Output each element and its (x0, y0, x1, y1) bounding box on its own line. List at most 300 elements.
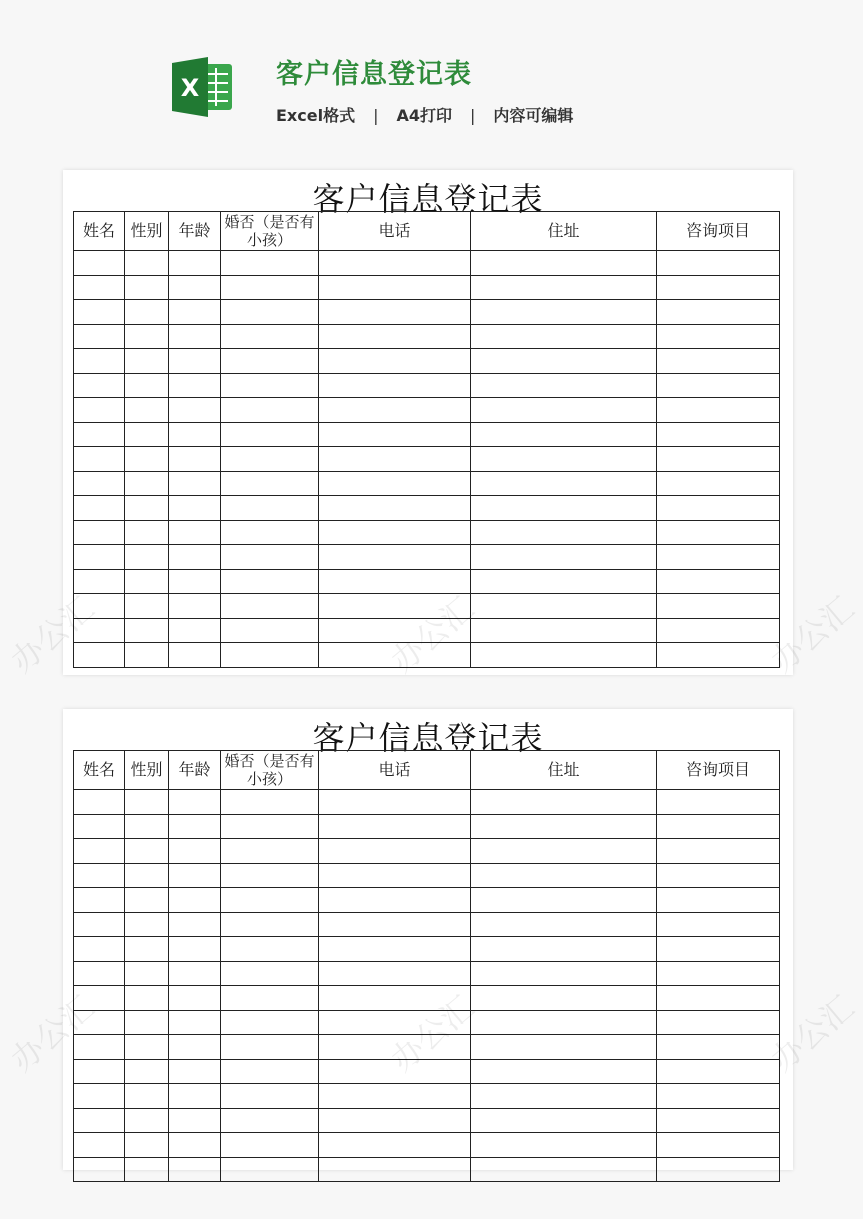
table-cell (319, 888, 471, 913)
table-cell (471, 1010, 657, 1035)
table-cell (74, 349, 125, 374)
table-cell (471, 912, 657, 937)
table-cell (221, 912, 319, 937)
table-cell (125, 790, 169, 815)
table-cell (657, 1084, 780, 1109)
table-cell (221, 1133, 319, 1158)
table-cell (657, 251, 780, 276)
table-cell (319, 373, 471, 398)
table-cell (319, 324, 471, 349)
column-header: 电话 (319, 212, 471, 251)
table-cell (125, 545, 169, 570)
table-cell (169, 863, 221, 888)
watermark: 办公汇 (383, 988, 482, 1079)
column-header: 年龄 (169, 751, 221, 790)
table-cell (221, 1108, 319, 1133)
excel-icon (172, 56, 234, 118)
table-cell (319, 863, 471, 888)
table-cell (125, 814, 169, 839)
table-cell (657, 986, 780, 1011)
table-cell (657, 1133, 780, 1158)
table-cell (319, 986, 471, 1011)
table-row (74, 961, 780, 986)
table-cell (74, 1108, 125, 1133)
table-cell (125, 1035, 169, 1060)
table-cell (657, 643, 780, 668)
table-cell (657, 569, 780, 594)
table-cell (657, 1108, 780, 1133)
table-cell (221, 888, 319, 913)
table-cell (74, 937, 125, 962)
table-cell (125, 912, 169, 937)
table-cell (657, 349, 780, 374)
table-cell (221, 839, 319, 864)
table-cell (125, 422, 169, 447)
table-cell (221, 471, 319, 496)
table-cell (125, 373, 169, 398)
table-cell (74, 422, 125, 447)
table-cell (319, 1157, 471, 1182)
table-cell (319, 1035, 471, 1060)
table-row (74, 1059, 780, 1084)
table-cell (471, 986, 657, 1011)
table-cell (125, 888, 169, 913)
page-title: 客户信息登记表 (276, 59, 472, 90)
table-row (74, 1010, 780, 1035)
table-cell (471, 1084, 657, 1109)
table-row (74, 790, 780, 815)
table-cell (169, 373, 221, 398)
table-header-row (74, 212, 780, 251)
table-cell (657, 447, 780, 472)
table-cell (471, 643, 657, 668)
table-row (74, 1133, 780, 1158)
table-cell (74, 643, 125, 668)
table-cell (319, 471, 471, 496)
table-row (74, 422, 780, 447)
table-row (74, 888, 780, 913)
table-cell (657, 275, 780, 300)
table-row (74, 1157, 780, 1182)
table-cell (74, 1059, 125, 1084)
table-cell (319, 790, 471, 815)
table-cell (74, 496, 125, 521)
print-label: A4打印 (396, 106, 452, 125)
table-cell (319, 814, 471, 839)
table-row (74, 1084, 780, 1109)
table-cell (657, 912, 780, 937)
table-cell (221, 1035, 319, 1060)
column-header: 电话 (319, 751, 471, 790)
page-header (0, 0, 860, 150)
table-cell (221, 496, 319, 521)
separator: | (470, 106, 476, 125)
table-cell (169, 471, 221, 496)
watermark: 办公汇 (3, 589, 102, 680)
table-cell (221, 349, 319, 374)
column-header: 咨询项目 (657, 212, 780, 251)
table-row (74, 618, 780, 643)
table-cell (319, 594, 471, 619)
table-cell (74, 1133, 125, 1158)
table-cell (471, 1035, 657, 1060)
table-cell (471, 937, 657, 962)
svg-text:X: X (180, 74, 200, 102)
table-row (74, 373, 780, 398)
table-cell (319, 349, 471, 374)
table-cell (74, 398, 125, 423)
table-cell (125, 594, 169, 619)
table-cell (125, 447, 169, 472)
column-header: 婚否（是否有小孩） (221, 212, 319, 251)
table-cell (221, 814, 319, 839)
table-cell (169, 1108, 221, 1133)
table-cell (169, 937, 221, 962)
table-cell (319, 275, 471, 300)
table-row (74, 594, 780, 619)
table-cell (74, 447, 125, 472)
page-subtitle (276, 103, 573, 126)
edit-label: 内容可编辑 (493, 106, 574, 125)
table-header-row (74, 751, 780, 790)
table-cell (221, 986, 319, 1011)
table-row (74, 937, 780, 962)
table-cell (471, 422, 657, 447)
table-cell (471, 251, 657, 276)
table-row (74, 300, 780, 325)
table-cell (125, 937, 169, 962)
column-header: 咨询项目 (657, 751, 780, 790)
table-row (74, 349, 780, 374)
table-cell (221, 790, 319, 815)
table-cell (169, 422, 221, 447)
table-row (74, 1108, 780, 1133)
sheet-preview-2 (3, 709, 862, 1170)
table-cell (657, 422, 780, 447)
table-row (74, 1035, 780, 1060)
table-row (74, 324, 780, 349)
table-cell (169, 839, 221, 864)
table-cell (221, 373, 319, 398)
table-row (74, 251, 780, 276)
table-cell (657, 863, 780, 888)
table-cell (169, 986, 221, 1011)
table-cell (221, 300, 319, 325)
table-cell (74, 912, 125, 937)
table-cell (74, 863, 125, 888)
table-cell (471, 1059, 657, 1084)
table-cell (471, 471, 657, 496)
watermark: 办公汇 (3, 988, 102, 1079)
format-label: Excel格式 (276, 106, 356, 125)
column-header: 年龄 (169, 212, 221, 251)
watermark: 办公汇 (383, 589, 482, 680)
table-row (74, 545, 780, 570)
table-cell (125, 839, 169, 864)
sheet-title: 客户信息登记表 (312, 180, 544, 218)
table-cell (169, 1157, 221, 1182)
table-cell (657, 839, 780, 864)
table-cell (74, 618, 125, 643)
column-header: 姓名 (74, 751, 125, 790)
table-row (74, 471, 780, 496)
table-cell (169, 569, 221, 594)
table-cell (74, 1010, 125, 1035)
table-row (74, 839, 780, 864)
table-cell (221, 251, 319, 276)
table-cell (74, 373, 125, 398)
table-cell (125, 349, 169, 374)
table-cell (319, 643, 471, 668)
table-cell (657, 961, 780, 986)
table-cell (657, 324, 780, 349)
table-cell (319, 912, 471, 937)
table-row (74, 569, 780, 594)
table-cell (169, 594, 221, 619)
table-cell (74, 471, 125, 496)
table-cell (74, 1035, 125, 1060)
table-cell (319, 496, 471, 521)
table-cell (74, 814, 125, 839)
watermark: 办公汇 (763, 988, 862, 1079)
registration-table (73, 211, 780, 668)
table-cell (657, 790, 780, 815)
table-cell (657, 300, 780, 325)
table-cell (74, 888, 125, 913)
table-cell (221, 398, 319, 423)
table-cell (657, 618, 780, 643)
table-cell (125, 569, 169, 594)
table-cell (125, 496, 169, 521)
table-cell (221, 961, 319, 986)
table-cell (221, 1157, 319, 1182)
table-cell (125, 471, 169, 496)
table-cell (657, 520, 780, 545)
table-cell (74, 790, 125, 815)
table-cell (74, 251, 125, 276)
table-cell (471, 618, 657, 643)
table-cell (319, 300, 471, 325)
table-cell (221, 569, 319, 594)
table-row (74, 643, 780, 668)
table-cell (169, 961, 221, 986)
table-cell (471, 888, 657, 913)
column-header: 性别 (125, 212, 169, 251)
table-cell (74, 324, 125, 349)
table-cell (125, 398, 169, 423)
table-cell (125, 863, 169, 888)
table-row (74, 863, 780, 888)
table-cell (169, 814, 221, 839)
table-cell (169, 1084, 221, 1109)
table-cell (125, 643, 169, 668)
table-cell (657, 373, 780, 398)
table-cell (471, 863, 657, 888)
sheet-title: 客户信息登记表 (312, 719, 544, 757)
table-cell (169, 447, 221, 472)
table-cell (125, 275, 169, 300)
table-row (74, 398, 780, 423)
column-header: 住址 (471, 212, 657, 251)
table-cell (657, 1010, 780, 1035)
table-cell (657, 1035, 780, 1060)
table-cell (319, 545, 471, 570)
table-cell (657, 1059, 780, 1084)
column-header: 姓名 (74, 212, 125, 251)
column-header: 婚否（是否有小孩） (221, 751, 319, 790)
table-cell (319, 961, 471, 986)
table-cell (471, 520, 657, 545)
table-cell (471, 398, 657, 423)
table-cell (125, 1010, 169, 1035)
table-cell (471, 275, 657, 300)
separator: | (373, 106, 379, 125)
table-cell (471, 790, 657, 815)
table-cell (74, 520, 125, 545)
table-cell (169, 545, 221, 570)
table-row (74, 814, 780, 839)
table-cell (169, 618, 221, 643)
table-cell (221, 594, 319, 619)
table-cell (221, 520, 319, 545)
table-cell (471, 1157, 657, 1182)
table-cell (169, 1059, 221, 1084)
table-cell (74, 275, 125, 300)
table-cell (657, 814, 780, 839)
table-cell (74, 1084, 125, 1109)
table-cell (221, 1010, 319, 1035)
table-cell (74, 1157, 125, 1182)
table-cell (657, 496, 780, 521)
table-cell (169, 496, 221, 521)
table-cell (125, 1133, 169, 1158)
table-cell (471, 373, 657, 398)
table-cell (125, 1157, 169, 1182)
table-cell (657, 1157, 780, 1182)
table-cell (125, 986, 169, 1011)
table-cell (319, 839, 471, 864)
table-cell (221, 937, 319, 962)
table-cell (125, 1059, 169, 1084)
table-cell (169, 251, 221, 276)
table-cell (657, 594, 780, 619)
table-cell (319, 1010, 471, 1035)
table-cell (74, 545, 125, 570)
table-cell (319, 1108, 471, 1133)
table-row (74, 520, 780, 545)
table-cell (221, 863, 319, 888)
column-header: 性别 (125, 751, 169, 790)
table-cell (471, 961, 657, 986)
table-cell (221, 1059, 319, 1084)
table-cell (657, 888, 780, 913)
sheet-preview-1 (3, 170, 862, 680)
table-cell (125, 1108, 169, 1133)
table-cell (125, 300, 169, 325)
table-cell (319, 422, 471, 447)
table-cell (319, 937, 471, 962)
table-cell (657, 471, 780, 496)
watermark: 办公汇 (763, 589, 862, 680)
table-cell (125, 520, 169, 545)
table-cell (221, 422, 319, 447)
table-cell (657, 545, 780, 570)
table-cell (319, 447, 471, 472)
table-cell (125, 618, 169, 643)
table-cell (319, 1084, 471, 1109)
table-cell (319, 618, 471, 643)
table-cell (319, 398, 471, 423)
table-cell (74, 839, 125, 864)
table-cell (74, 594, 125, 619)
table-cell (169, 324, 221, 349)
table-cell (169, 300, 221, 325)
table-cell (471, 300, 657, 325)
table-cell (74, 986, 125, 1011)
table-cell (169, 888, 221, 913)
table-cell (125, 1084, 169, 1109)
table-cell (471, 349, 657, 374)
table-cell (169, 1010, 221, 1035)
table-cell (169, 1035, 221, 1060)
table-cell (74, 300, 125, 325)
table-cell (221, 275, 319, 300)
table-cell (657, 398, 780, 423)
table-cell (221, 447, 319, 472)
table-cell (169, 398, 221, 423)
table-cell (471, 545, 657, 570)
table-cell (169, 643, 221, 668)
table-cell (471, 814, 657, 839)
table-cell (471, 1133, 657, 1158)
table-cell (169, 349, 221, 374)
table-cell (221, 1084, 319, 1109)
table-cell (319, 1059, 471, 1084)
table-cell (471, 324, 657, 349)
table-cell (319, 251, 471, 276)
table-cell (125, 324, 169, 349)
table-cell (125, 251, 169, 276)
table-cell (74, 961, 125, 986)
table-row (74, 912, 780, 937)
table-cell (319, 1133, 471, 1158)
table-row (74, 496, 780, 521)
table-cell (221, 618, 319, 643)
table-cell (319, 569, 471, 594)
column-header: 住址 (471, 751, 657, 790)
table-cell (221, 643, 319, 668)
table-cell (221, 324, 319, 349)
table-cell (169, 275, 221, 300)
table-cell (471, 447, 657, 472)
table-cell (221, 545, 319, 570)
table-cell (657, 937, 780, 962)
table-cell (169, 520, 221, 545)
table-cell (125, 961, 169, 986)
table-cell (74, 569, 125, 594)
table-cell (471, 839, 657, 864)
table-row (74, 447, 780, 472)
table-row (74, 986, 780, 1011)
table-cell (169, 912, 221, 937)
table-row (74, 275, 780, 300)
table-cell (169, 1133, 221, 1158)
registration-table (73, 750, 780, 1182)
table-cell (471, 594, 657, 619)
table-cell (471, 1108, 657, 1133)
table-cell (169, 790, 221, 815)
table-cell (471, 496, 657, 521)
